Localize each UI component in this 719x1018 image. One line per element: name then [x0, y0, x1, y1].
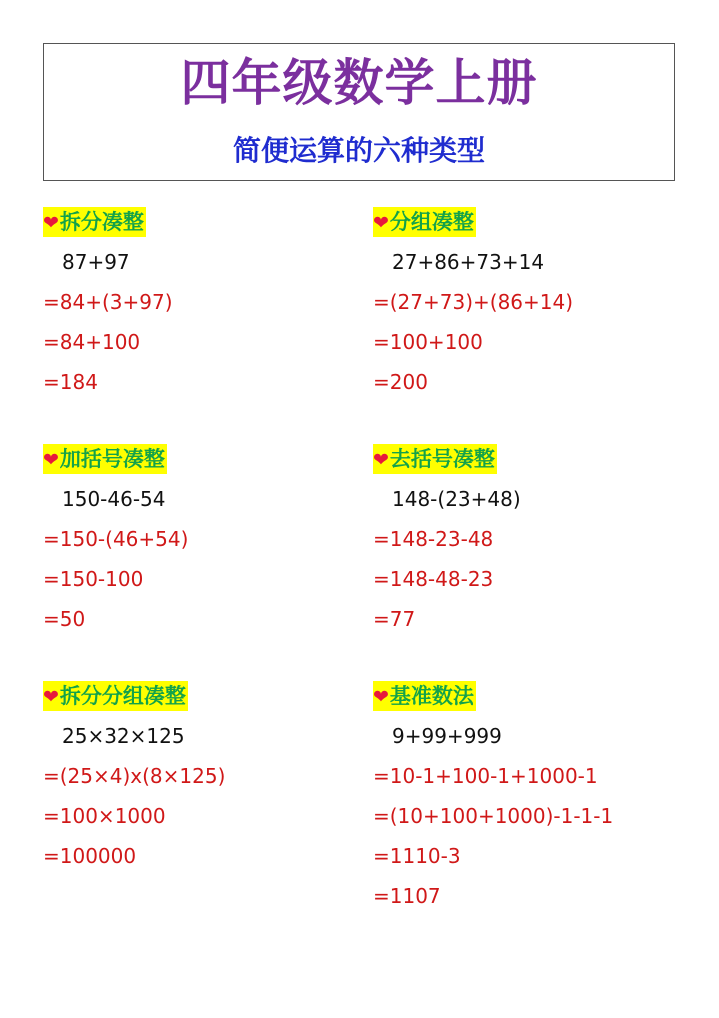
section-base-number — [373, 681, 693, 916]
solution-step: =148-48-23 — [373, 567, 494, 591]
heart-icon: ❤ — [43, 449, 59, 471]
section-remove-brackets — [373, 444, 693, 639]
heart-icon: ❤ — [373, 212, 389, 234]
section-title — [373, 207, 476, 237]
section-title-text: 拆分分组凑整 — [59, 684, 186, 708]
heart-icon: ❤ — [373, 686, 389, 708]
solution-step: =84+100 — [43, 330, 141, 354]
solution-step: =150-(46+54) — [43, 527, 189, 551]
problem-expression: 87+97 — [62, 250, 130, 274]
section-title — [43, 681, 188, 711]
section-add-brackets — [43, 444, 363, 639]
title-box — [43, 43, 675, 181]
problem-expression: 150-46-54 — [62, 487, 166, 511]
page-title: 四年级数学上册 — [180, 53, 538, 112]
solution-step: =184 — [43, 370, 98, 394]
page-subtitle: 简便运算的六种类型 — [232, 134, 485, 167]
solution-step: =77 — [373, 607, 416, 631]
solution-step: =100000 — [43, 844, 137, 868]
solution-step: =150-100 — [43, 567, 144, 591]
section-title-text: 分组凑整 — [389, 210, 474, 234]
solution-step: =10-1+100-1+1000-1 — [373, 764, 598, 788]
heart-icon: ❤ — [43, 212, 59, 234]
section-title — [43, 207, 146, 237]
problem-expression: 9+99+999 — [392, 724, 502, 748]
solution-step: =1110-3 — [373, 844, 461, 868]
section-title — [43, 444, 167, 474]
section-title — [373, 444, 497, 474]
solution-step: =100+100 — [373, 330, 483, 354]
problem-expression: 148-(23+48) — [392, 487, 521, 511]
solution-step: =(27+73)+(86+14) — [373, 290, 574, 314]
problem-expression: 27+86+73+14 — [392, 250, 545, 274]
solution-step: =200 — [373, 370, 428, 394]
section-split-round — [43, 207, 363, 402]
heart-icon: ❤ — [43, 686, 59, 708]
solution-step: =(25×4)x(8×125) — [43, 764, 226, 788]
heart-icon: ❤ — [373, 449, 389, 471]
section-title — [373, 681, 476, 711]
section-title-text: 去括号凑整 — [389, 447, 495, 471]
solution-step: =100×1000 — [43, 804, 166, 828]
solution-step: =1107 — [373, 884, 441, 908]
section-title-text: 拆分凑整 — [59, 210, 144, 234]
section-title-text: 基准数法 — [389, 684, 474, 708]
solution-step: =50 — [43, 607, 86, 631]
problem-expression: 25×32×125 — [62, 724, 185, 748]
section-title-text: 加括号凑整 — [59, 447, 165, 471]
section-group-round — [373, 207, 693, 402]
solution-step: =84+(3+97) — [43, 290, 173, 314]
solution-step: =(10+100+1000)-1-1-1 — [373, 804, 614, 828]
solution-step: =148-23-48 — [373, 527, 494, 551]
section-split-group-round — [43, 681, 363, 876]
